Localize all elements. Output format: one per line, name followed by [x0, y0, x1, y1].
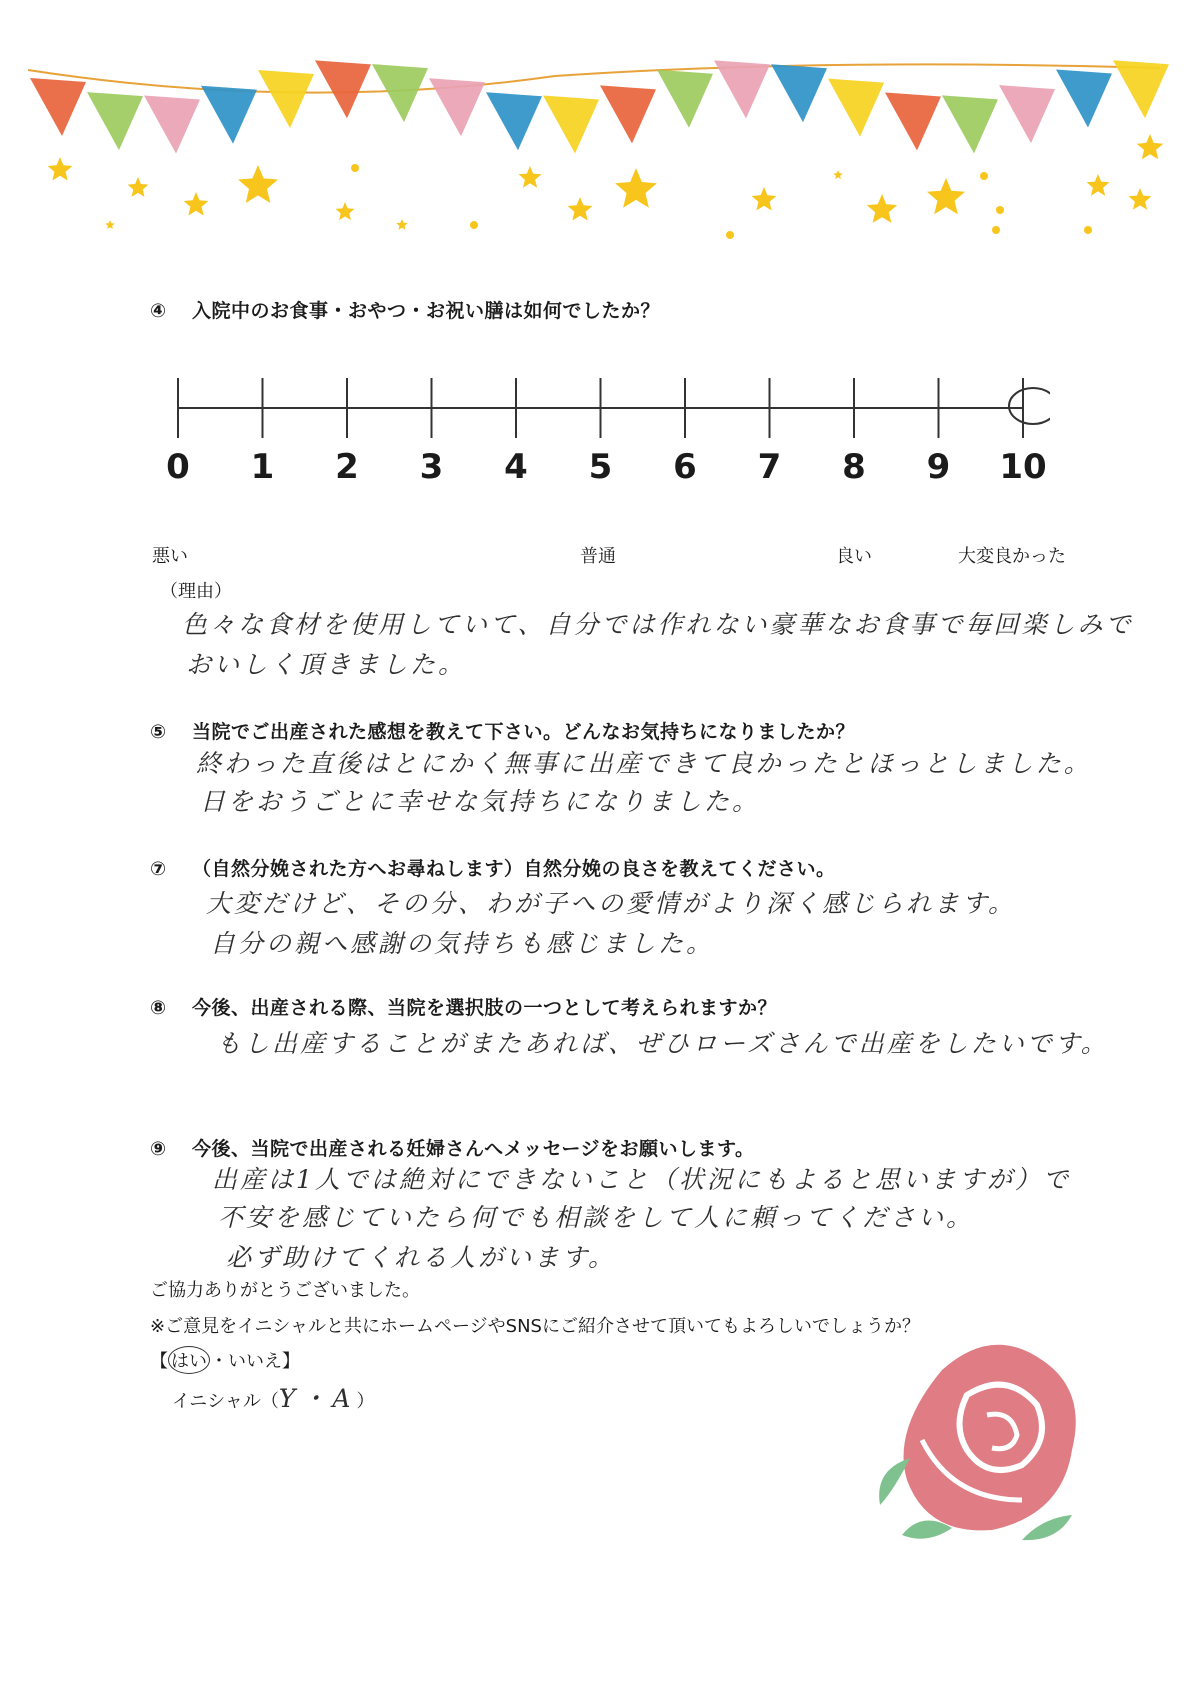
reason-label: （理由） — [160, 581, 232, 602]
star-icon — [867, 194, 897, 223]
q7-answer-line-1: 大変だけど、その分、わが子への愛情がより深く感じられます。 — [206, 889, 1017, 918]
question-5: ⑤ 当院でご出産された感想を教えて下さい。どんなお気持ちになりましたか？ — [150, 721, 856, 743]
q9-answer-line-1: 出産は1人では絶対にできないこと（状況にもよると思いますが）で — [212, 1165, 1071, 1194]
scale-tick-label: 3 — [419, 447, 444, 487]
bunting-flag — [999, 85, 1055, 143]
bunting-flag — [486, 92, 542, 150]
scale-word-good: 良い — [836, 546, 872, 567]
bunting-and-stars-decoration — [0, 0, 1190, 250]
bunting-flag — [543, 95, 599, 153]
confetti-dot — [726, 231, 734, 239]
scale-word-bad: 悪い — [152, 546, 188, 567]
bunting-flag — [258, 70, 314, 128]
confetti-dot — [992, 226, 1000, 234]
question-4: ④ 入院中のお食事・おやつ・お祝い膳は如何でしたか？ — [150, 300, 661, 322]
scale-tick-label: 7 — [757, 447, 782, 487]
scale-tick-label: 9 — [926, 447, 951, 487]
bunting-flag — [1056, 69, 1112, 127]
question-9: ⑨ 今後、当院で出産される妊婦さんへメッセージをお願いします。 — [150, 1138, 755, 1160]
star-icon — [1137, 134, 1164, 159]
star-icon — [615, 168, 657, 208]
q5-answer-line-1: 終わった直後はとにかく無事に出産できて良かったとほっとしました。 — [196, 749, 1092, 778]
star-icon — [519, 166, 542, 188]
star-icon — [568, 197, 593, 221]
bunting-flag — [429, 78, 485, 136]
bunting-flag — [942, 95, 998, 153]
scale-tick-label: 0 — [166, 447, 190, 487]
rose-bloom — [904, 1345, 1076, 1531]
q8-answer-line-1: もし出産することがまたあれば、ぜひローズさんで出産をしたいです。 — [216, 1029, 1109, 1058]
confetti-dot — [1084, 226, 1092, 234]
rating-scale — [150, 360, 1050, 440]
question-7: ⑦ （自然分娩された方へお尋ねします）自然分娩の良さを教えてください。 — [150, 858, 836, 880]
bunting-flag — [657, 70, 713, 128]
bunting-flag — [201, 86, 257, 144]
scale-tick-label: 10 — [999, 447, 1047, 487]
star-icon — [396, 219, 407, 230]
confetti-dot — [980, 172, 988, 180]
rose-leaf — [879, 1458, 910, 1505]
scale-word-very-good: 大変良かった — [958, 546, 1066, 567]
scale-tick-label: 6 — [673, 447, 697, 487]
selected-value-circle — [1009, 388, 1050, 424]
confetti-dot — [351, 164, 359, 172]
confetti-dot — [996, 206, 1004, 214]
consent-options: 【 はい ・いいえ】 — [150, 1346, 300, 1374]
bunting-flag — [30, 78, 86, 136]
star-icon — [48, 157, 73, 181]
bunting-flag — [828, 79, 884, 137]
scale-word-normal: 普通 — [580, 546, 616, 567]
consent-question: ※ご意見をイニシャルと共にホームページやSNSにご紹介させて頂いてもよろしいでしょうか？ — [150, 1316, 920, 1337]
bunting-flag — [885, 92, 941, 150]
scale-tick-label: 4 — [504, 447, 528, 487]
question-8: ⑧ 今後、出産される際、当院を選択肢の一つとして考えられますか？ — [150, 997, 778, 1019]
consent-yes[interactable]: はい — [168, 1346, 210, 1374]
initials-row: イニシャル（Y・A） — [172, 1384, 375, 1413]
star-icon — [752, 187, 777, 211]
closing-thanks: ご協力ありがとうございました。 — [150, 1280, 420, 1301]
confetti-dot — [470, 221, 478, 229]
star-icon — [105, 220, 115, 229]
star-icon — [336, 202, 355, 220]
bunting-string — [28, 64, 1160, 92]
bunting-flag — [600, 85, 656, 143]
q9-answer-line-3: 必ず助けてくれる人がいます。 — [226, 1243, 617, 1272]
consent-no[interactable]: いいえ — [228, 1351, 282, 1372]
rose-illustration — [872, 1330, 1102, 1560]
star-icon — [1087, 174, 1110, 196]
star-icon — [184, 192, 209, 216]
star-icon — [128, 177, 149, 197]
scale-tick-label: 2 — [335, 447, 359, 487]
bunting-flag — [372, 64, 428, 122]
star-icon — [1129, 188, 1152, 210]
scale-tick-label: 5 — [588, 447, 613, 487]
scale-tick-label: 1 — [250, 447, 275, 487]
bunting-flag — [315, 60, 371, 118]
star-icon — [833, 170, 843, 179]
star-icon — [927, 178, 965, 214]
q4-reason-line-2: おいしく頂きました。 — [186, 650, 467, 679]
bunting-flag — [87, 92, 143, 150]
star-icon — [238, 165, 278, 203]
q7-answer-line-2: 自分の親へ感謝の気持ちも感じました。 — [210, 929, 715, 958]
q4-reason-line-1: 色々な食材を使用していて、自分では作れない豪華なお食事で毎回楽しみで — [182, 610, 1134, 639]
bunting-flag — [771, 64, 827, 122]
bunting-flag — [714, 60, 770, 118]
rose-leaf — [1022, 1515, 1072, 1540]
scale-tick-label: 8 — [842, 447, 866, 487]
q9-answer-line-2: 不安を感じていたら何でも相談をして人に頼ってください。 — [218, 1203, 975, 1232]
initials-value: Y・A — [278, 1384, 357, 1413]
bunting-flag — [144, 96, 200, 154]
bunting-flag — [1113, 60, 1169, 118]
q5-answer-line-2: 日をおうごとに幸せな気持ちになりました。 — [200, 787, 761, 816]
